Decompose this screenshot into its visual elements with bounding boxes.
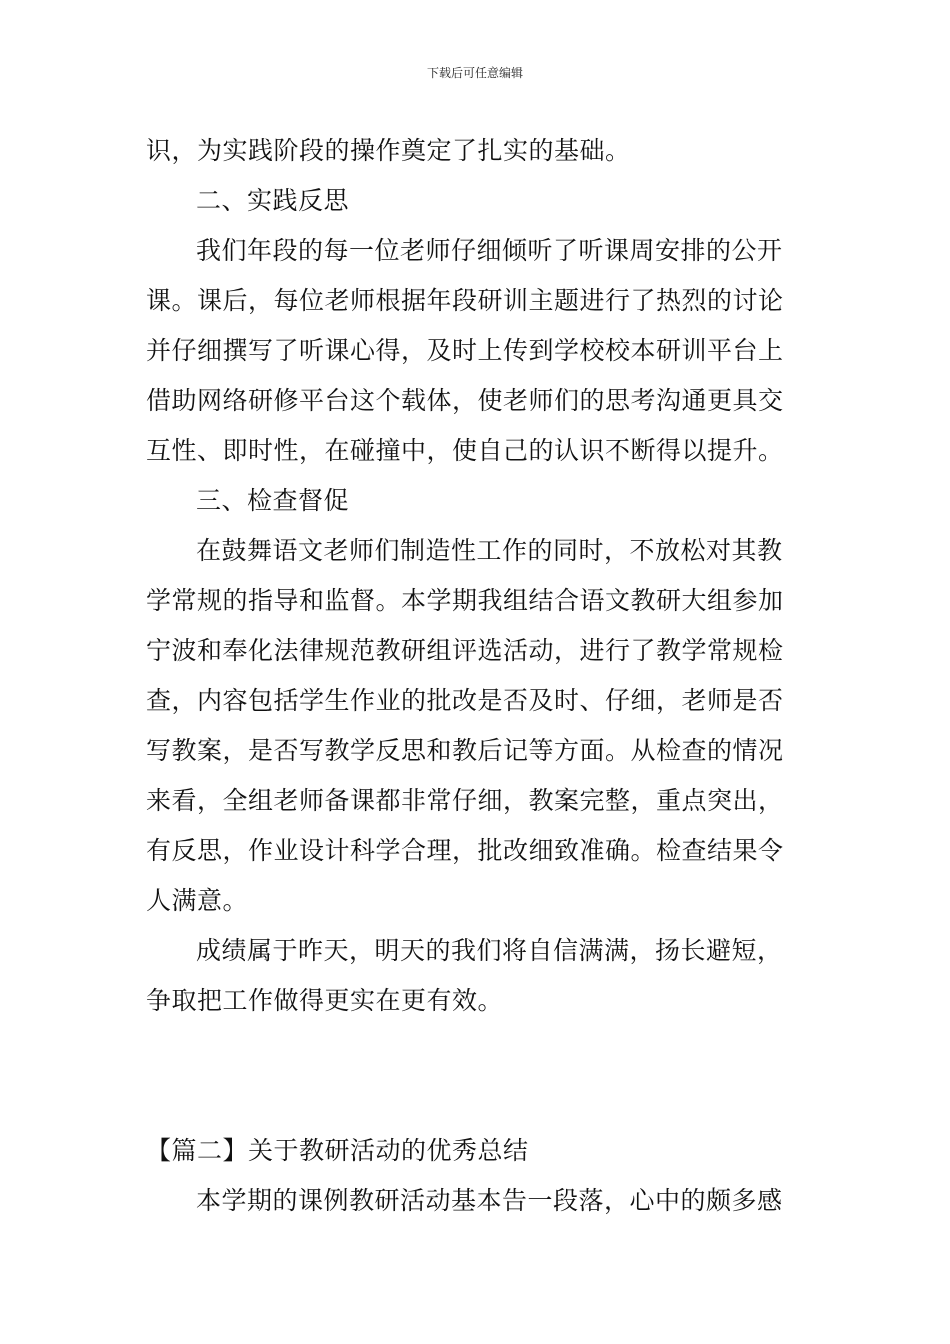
body-line: 成绩属于昨天，明天的我们将自信满满，扬长避短， bbox=[196, 936, 783, 965]
section-heading: 三、检查督促 bbox=[196, 486, 350, 515]
body-line: 我们年段的每一位老师仔细倾听了听课周安排的公开 bbox=[196, 236, 783, 265]
body-line: 查，内容包括学生作业的批改是否及时、仔细，老师是否 bbox=[146, 686, 784, 715]
body-line: 识，为实践阶段的操作奠定了扎实的基础。 bbox=[146, 136, 631, 165]
document-body bbox=[146, 126, 810, 1226]
body-line: 本学期的课例教研活动基本告一段落，心中的颇多感 bbox=[196, 1186, 783, 1215]
section-spacer bbox=[146, 1026, 810, 1126]
body-line: 有反思，作业设计科学合理，批改细致准确。检查结果令 bbox=[146, 836, 784, 865]
body-line: 写教案，是否写教学反思和教后记等方面。从检查的情况 bbox=[146, 736, 784, 765]
body-line: 争取把工作做得更实在更有效。 bbox=[146, 986, 504, 1015]
article-title: 【篇二】关于教研活动的优秀总结 bbox=[146, 1136, 529, 1165]
body-line: 课。课后，每位老师根据年段研训主题进行了热烈的讨论 bbox=[146, 286, 784, 315]
body-line: 并仔细撰写了听课心得，及时上传到学校校本研训平台上 bbox=[146, 336, 784, 365]
body-line: 学常规的指导和监督。本学期我组结合语文教研大组参加 bbox=[146, 586, 784, 615]
body-line: 人满意。 bbox=[146, 886, 249, 915]
body-line: 互性、即时性，在碰撞中，使自己的认识不断得以提升。 bbox=[146, 436, 784, 465]
body-line: 宁波和奉化法律规范教研组评选活动，进行了教学常规检 bbox=[146, 636, 784, 665]
section-heading: 二、实践反思 bbox=[196, 186, 350, 215]
body-line: 在鼓舞语文老师们制造性工作的同时，不放松对其教 bbox=[196, 536, 783, 565]
body-line: 来看，全组老师备课都非常仔细，教案完整，重点突出， bbox=[146, 786, 784, 815]
body-line: 借助网络研修平台这个载体，使老师们的思考沟通更具交 bbox=[146, 386, 784, 415]
page-header: 下载后可任意编辑 bbox=[426, 66, 523, 80]
